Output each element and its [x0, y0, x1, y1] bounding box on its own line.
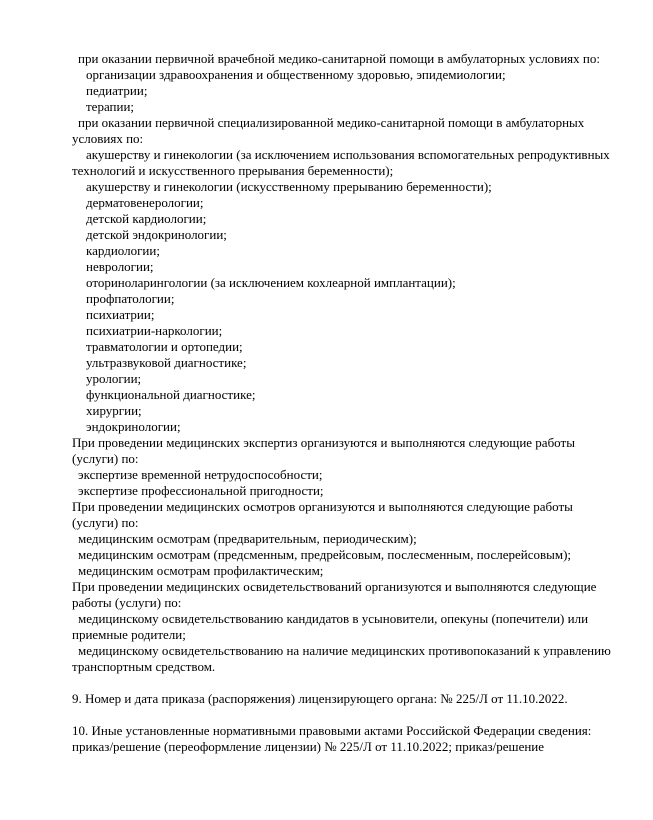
- list-item: кардиологии;: [86, 243, 160, 258]
- list-item: педиатрии;: [86, 83, 148, 98]
- list-item: медицинскому освидетельствованию кандидатов в усыновители, опекуны (попечители) или: [78, 611, 589, 626]
- list-item: эндокринологии;: [86, 419, 181, 434]
- expertise-heading-cont: (услуги) по:: [72, 451, 139, 466]
- list-item-cont: технологий и искусственного прерывания беременности);: [72, 163, 394, 178]
- examinations-heading: При проведении медицинских осмотров организуются и выполняются следующие работы: [72, 499, 573, 514]
- list-item: медицинскому освидетельствованию на наличие медицинских противопоказаний к управлению: [78, 643, 611, 658]
- list-item: медицинским осмотрам профилактическим;: [78, 563, 324, 578]
- list-item: медицинским осмотрам (предварительным, периодическим);: [78, 531, 417, 546]
- list-item: профпатологии;: [86, 291, 175, 306]
- list-item: экспертизе временной нетрудоспособности;: [78, 467, 323, 482]
- list-item: медицинским осмотрам (предсменным, предрейсовым, послесменным, послерейсовым);: [78, 547, 572, 562]
- primary-care-heading: при оказании первичной врачебной медико-санитарной помощи в амбулаторных условиях по:: [78, 51, 600, 66]
- list-item: организации здравоохранения и общественному здоровью, эпидемиологии;: [86, 67, 506, 82]
- list-item: терапии;: [86, 99, 135, 114]
- certification-heading-cont: работы (услуги) по:: [72, 595, 182, 610]
- section-10: 10. Иные установленные нормативными правовыми актами Российской Федерации сведения:: [72, 723, 592, 738]
- list-item: ультразвуковой диагностике;: [86, 355, 247, 370]
- list-item: урологии;: [86, 371, 142, 386]
- list-item: неврологии;: [86, 259, 154, 274]
- list-item: экспертизе профессиональной пригодности;: [78, 483, 324, 498]
- list-item: функциональной диагностике;: [86, 387, 256, 402]
- list-item: детской кардиологии;: [86, 211, 207, 226]
- list-item-cont: приемные родители;: [72, 627, 186, 642]
- paragraph-spacer: [72, 707, 642, 723]
- list-item: психиатрии-наркологии;: [86, 323, 223, 338]
- specialized-care-heading: при оказании первичной специализированной медико-санитарной помощи в амбулаторных: [78, 115, 585, 130]
- list-item: акушерству и гинекологии (за исключением использования вспомогательных репродуктивных: [86, 147, 610, 162]
- certification-heading: При проведении медицинских освидетельствований организуются и выполняются следующие: [72, 579, 597, 594]
- list-item: детской эндокринологии;: [86, 227, 227, 242]
- specialized-care-heading-cont: условиях по:: [72, 131, 144, 146]
- list-item-cont: транспортным средством.: [72, 659, 216, 674]
- expertise-heading: При проведении медицинских экспертиз организуются и выполняются следующие работы: [72, 435, 575, 450]
- list-item: оториноларингологии (за исключением кохлеарной имплантации);: [86, 275, 456, 290]
- list-item: психиатрии;: [86, 307, 155, 322]
- examinations-heading-cont: (услуги) по:: [72, 515, 139, 530]
- section-9: 9. Номер и дата приказа (распоряжения) лицензирующего органа: № 225/Л от 11.10.2022.: [72, 691, 568, 706]
- list-item: дерматовенерологии;: [86, 195, 204, 210]
- paragraph-spacer: [72, 675, 642, 691]
- list-item: травматологии и ортопедии;: [86, 339, 243, 354]
- list-item: акушерству и гинекологии (искусственному прерыванию беременности);: [86, 179, 492, 194]
- list-item: хирургии;: [86, 403, 142, 418]
- section-10-cont: приказ/решение (переоформление лицензии) № 225/Л от 11.10.2022; приказ/решение: [72, 739, 545, 754]
